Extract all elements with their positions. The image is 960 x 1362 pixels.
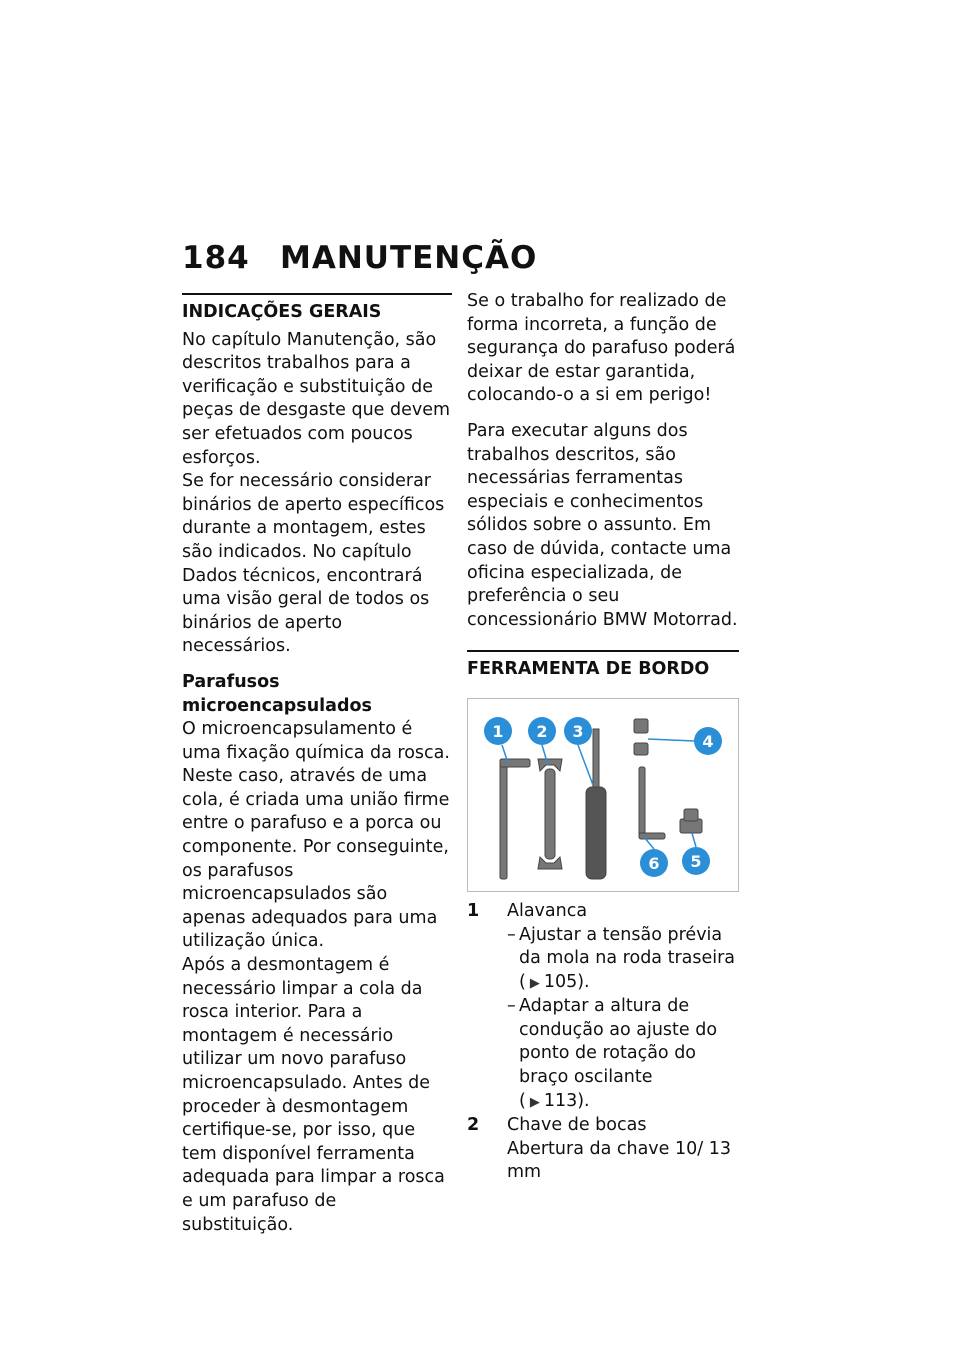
page-ref-arrow-icon: ▶ [529, 975, 540, 991]
item-title: Alavanca [507, 900, 588, 921]
item-sub: – Adaptar a altura de condução ao ajuste do ponto de rotação do braço oscilante ( ▶ 113). [507, 995, 739, 1114]
page-ref: 113). [543, 1090, 590, 1111]
callout-label-2: 2 [536, 721, 548, 741]
paragraph: O microencapsulamento é uma fixação química da rosca. Neste caso, através de uma cola, é criada uma união firme entre o parafuso e a porca ou componente. Por conseguinte, os parafusos microencapsulados são apenas adequados para uma utilização única. [182, 719, 450, 952]
item-sub-text: Ajustar a tensão prévia da mola na roda traseira [519, 924, 736, 969]
item-sub-text: Adaptar a altura de condução ao ajuste do ponto de rotação do braço oscilante [519, 996, 718, 1088]
left-column [182, 293, 452, 1237]
paragraph: Se for necessário considerar binários de aperto específicos durante a montagem, estes são indicados. No capítulo Dados técnicos, encontrará uma visão geral de todos os binários de aperto necessários. [182, 471, 445, 657]
item-number: 2 [467, 1115, 480, 1136]
item-title: Chave de bocas [507, 1115, 647, 1136]
callout-label-6: 6 [648, 853, 660, 873]
paragraph: No capítulo Manutenção, são descritos trabalhos para a verificação e substituição de peças de desgaste que devem ser efetuados com poucos esforços. [182, 329, 451, 468]
right-column [467, 290, 739, 1185]
tool-item-1 [467, 900, 739, 1114]
section-heading-general: INDICAÇÕES GERAIS [182, 302, 382, 322]
section-rule [467, 650, 739, 652]
callout-label-1: 1 [492, 721, 504, 741]
item-number: 1 [467, 900, 480, 921]
paragraph: Se o trabalho for realizado de forma incorreta, a função de segurança do parafuso poderá deixar de estar garantida, colocando-o a si em perigo! [467, 291, 736, 406]
subheading-microencapsulated: Parafusos microencapsulados [182, 671, 372, 716]
paragraph: Para executar alguns dos trabalhos descritos, são necessárias ferramentas especiais e conhecimentos sólidos sobre o assunto. Em caso de dúvida, contacte uma oficina especializada, de preferência o seu concessionário BMW Motorrad. [467, 420, 738, 630]
callout-label-4: 4 [702, 731, 714, 751]
item-sub: – Ajustar a tensão prévia da mola na roda traseira ( ▶ 105). [507, 924, 739, 996]
page-ref-arrow-icon: ▶ [529, 1094, 540, 1110]
tool-item-2 [467, 1114, 739, 1185]
page-ref: 105). [543, 971, 590, 992]
page-title: MANUTENÇÃO [280, 240, 538, 276]
section-heading-toolkit: FERRAMENTA DE BORDO [467, 659, 710, 680]
toolkit-figure [467, 698, 739, 892]
page-number: 184 [182, 240, 250, 276]
section-rule [182, 293, 452, 295]
dash-bullet: – [507, 996, 516, 1017]
callout-label-5: 5 [690, 851, 702, 871]
item-detail: Abertura da chave 10/ 13 mm [507, 1138, 731, 1183]
callout-label-3: 3 [572, 721, 584, 741]
toolkit-illustration [468, 699, 738, 891]
paragraph: Após a desmontagem é necessário limpar a cola da rosca interior. Para a montagem é necessário utilizar um novo parafuso microencapsulado. Antes de proceder à desmontagem certifique-se, por isso, que tem disponível ferramenta adequada para limpar a rosca e um parafuso de substituição. [182, 955, 445, 1235]
page-header [182, 240, 537, 276]
dash-bullet: – [507, 924, 516, 945]
